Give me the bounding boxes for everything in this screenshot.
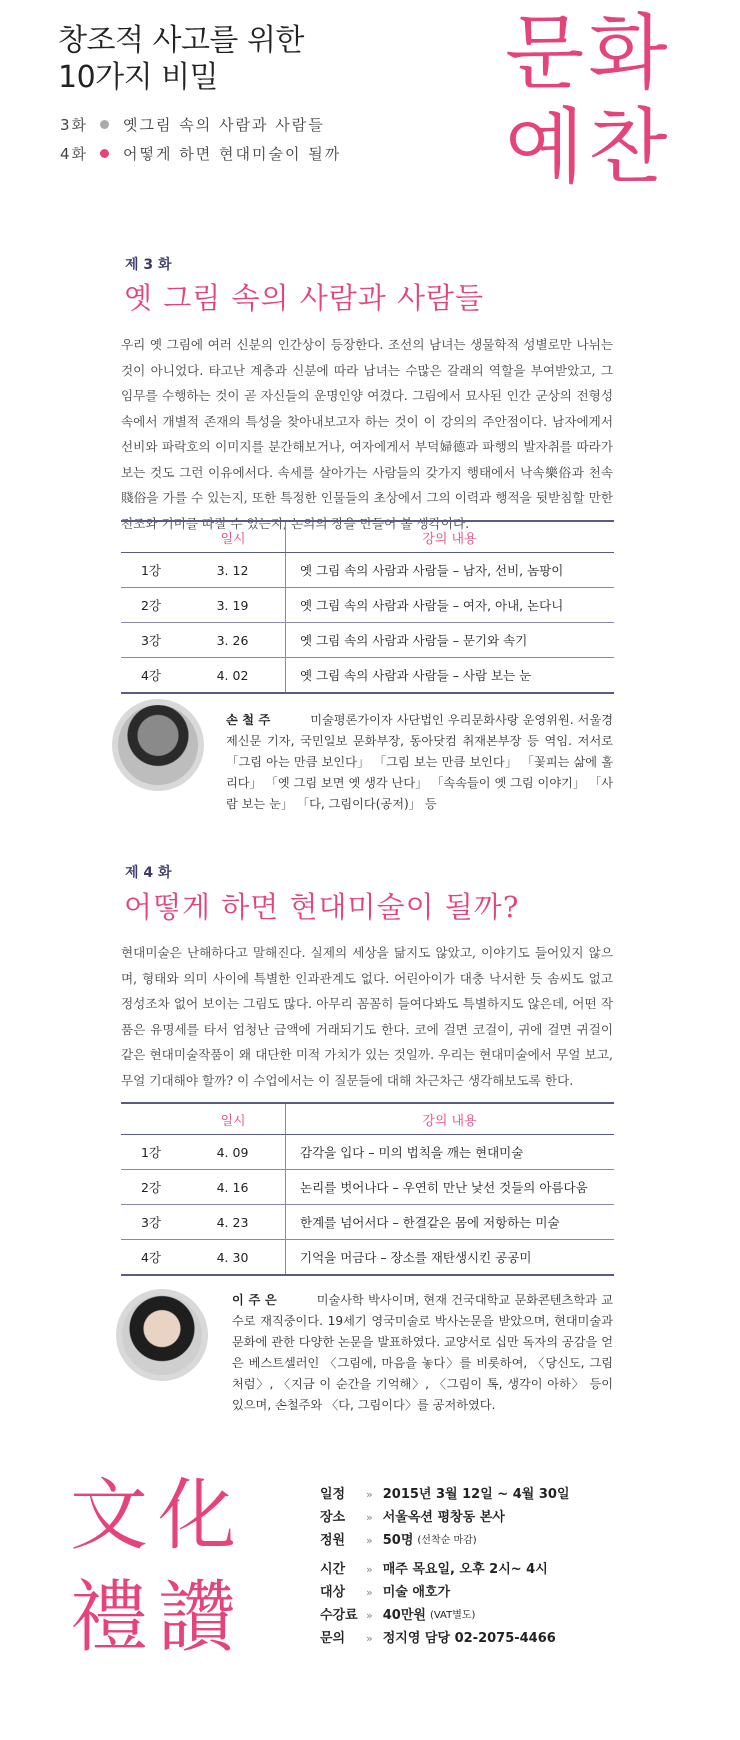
lecture-date: 3. 26 [181, 623, 286, 658]
section3-label: 제 3 화 [125, 257, 172, 273]
lecture-content: 옛 그림 속의 사람과 사람들 – 문기와 속기 [286, 623, 615, 658]
info-value: 50명 [382, 1533, 414, 1548]
info-separator: » [366, 1488, 373, 1501]
info-separator: » [366, 1511, 373, 1524]
table-row [121, 553, 614, 588]
section4-label: 제 4 화 [125, 865, 172, 881]
episode-3-row [60, 114, 325, 135]
section3-paragraph: 우리 옛 그림에 여러 신분의 인간상이 등장한다. 조선의 남녀는 생물학적 성별로만 나뉘는 것이 아니었다. 타고난 계층과 신분에 따라 남녀는 수많은 갈래의 역할을 부여받았고, 그 임무를 수행하는 것이 곧 자신들의 운명인양 여겼다. 그림에서 묘사된 인간 군상의 전형성 속에서 개별적 존재의 특성을 찾아내보고자 하는 것이 이 강의의 주안점이다. 남자에게서 선비와 파락호의 이미지를 분간해보거나, 여자에게서 부덕婦德과 파행의 발자취를 따라가 보는 것도 그런 이유에서다. 속세를 살아가는 사람들의 갖가지 행태에서 낙속樂俗과 천속賤俗을 가를 수 있는지, 또한 특정한 인물들의 초상에서 그의 이력과 행적을 뒷받침할 만한 전조와 기미를 따질 수 있는지, 논의의 장을 만들어 볼 생각이다. [121, 337, 613, 531]
lecturer-bio-text: 미술사학 박사이며, 현재 건국대학교 문화콘텐츠학과 교수로 재직중이다. 19세기 영국미술로 박사논문을 받았으며, 현대미술과 문화에 관한 다양한 논문을 발표하였다. 교양서로 십만 독자의 공감을 얻은 베스트셀러인 〈그림에, 마음을 놓다〉를 비롯하여, 〈당신도, 그림처럼〉, 〈지금 이 순간을 기억해〉, 〈그림이 톡, 생각이 아하〉 등이 있으며, 손철주와 〈다, 그림이다〉를 공저하였다. [232, 1293, 613, 1412]
info-value: 미술 애호가 [382, 1585, 451, 1600]
info-row-time [320, 1558, 570, 1581]
lecture-date: 3. 19 [181, 588, 286, 623]
episode-3-title: 옛그림 속의 사람과 사람들 [123, 116, 325, 134]
info-row-fee [320, 1604, 570, 1627]
lecture-content: 옛 그림 속의 사람과 사람들 – 여자, 아내, 논다니 [286, 588, 615, 623]
table-row [121, 1135, 614, 1170]
info-key: 수강료 [320, 1608, 358, 1623]
lecturer-name: 손 철 주 [226, 713, 271, 727]
lecture-no: 4강 [121, 1240, 181, 1276]
lecture-content: 옛 그림 속의 사람과 사람들 – 남자, 선비, 놈팡이 [286, 553, 615, 588]
lecturer-bio-text: 미술평론가이자 사단법인 우리문화사랑 운영위원. 서울경제신문 기자, 국민일보 문화부장, 동아닷컴 취재본부장 등 역임. 저서로 「그림 아는 만큼 보인다」 「그림 보는 만큼 보인다」 「꽃피는 삶에 홀리다」 「옛 그림 보면 옛 생각 난다」 「속속들이 옛 그림 이야기」 「사람 보는 눈」 「다, 그림이다(공저)」 등 [226, 713, 613, 811]
info-row-target [320, 1581, 570, 1604]
info-row-contact [320, 1627, 570, 1650]
header-title [58, 22, 304, 96]
lecturer-name: 이 주 은 [232, 1293, 277, 1307]
lecture-content: 기억을 머금다 – 장소를 재탄생시킨 공공미 [286, 1240, 615, 1276]
info-value: 서울옥션 평창동 본사 [382, 1510, 505, 1525]
table-row [121, 1205, 614, 1240]
info-separator: » [366, 1632, 373, 1645]
section4-schedule-table [121, 1102, 614, 1276]
lecture-date: 3. 12 [181, 553, 286, 588]
info-value: 매주 목요일, 오후 2시~ 4시 [382, 1562, 548, 1577]
info-key: 정원 [320, 1533, 346, 1548]
lecture-no: 3강 [121, 1205, 181, 1240]
table-row [121, 1240, 614, 1276]
han-title-line2: 禮讚 [70, 1573, 247, 1663]
header-cell-date: 일시 [181, 521, 286, 553]
table-header-row [121, 1103, 614, 1135]
info-row-schedule [320, 1483, 570, 1506]
section4-paragraph: 현대미술은 난해하다고 말해진다. 실제의 세상을 닮지도 않았고, 이야기도 들어있지 않으며, 형태와 의미 사이에 특별한 인과관계도 없다. 어린아이가 대충 낙서한 듯 솜씨도 없고 정성조차 없어 보이는 그림도 많다. 아무리 꼼꼼히 들여다봐도 특별하지도 않은데, 어떤 작품은 유명세를 타서 엄청난 금액에 거래되기도 한다. 코에 걸면 코걸이, 귀에 걸면 귀걸이 같은 현대미술작품이 왜 대단한 미적 가치가 있는 것일까. 우리는 현대미술에서 무얼 보고, 무얼 기대해야 할까? 이 수업에서는 이 질문들에 대해 차근차근 생각해보도록 한다. [121, 945, 613, 1088]
lecture-date: 4. 09 [181, 1135, 286, 1170]
header-cell-no [121, 1103, 181, 1135]
info-key: 시간 [320, 1562, 346, 1577]
table-row [121, 658, 614, 694]
info-key: 문의 [320, 1631, 346, 1646]
header-title-line2: 10가지 비밀 [58, 60, 219, 95]
info-value: 2015년 3월 12일 ~ 4월 30일 [382, 1487, 570, 1502]
info-note: (VAT별도) [429, 1610, 476, 1621]
episode-3-number: 3화 [60, 116, 89, 134]
big-title-line1: 문화 [505, 6, 672, 101]
info-note: (선착순 마감) [417, 1535, 477, 1546]
info-separator: » [366, 1609, 373, 1622]
lecture-content: 한계를 넘어서다 – 한결같은 몸에 저항하는 미술 [286, 1205, 615, 1240]
info-key: 일정 [320, 1487, 346, 1502]
section3-schedule-table [121, 520, 614, 694]
lecture-date: 4. 30 [181, 1240, 286, 1276]
info-separator: » [366, 1534, 373, 1547]
info-key: 장소 [320, 1510, 346, 1525]
lecture-content: 옛 그림 속의 사람과 사람들 – 사람 보는 눈 [286, 658, 615, 694]
lecture-date: 4. 16 [181, 1170, 286, 1205]
course-info [320, 1483, 570, 1650]
big-title-line2: 예찬 [505, 100, 672, 195]
lecturer-photo-lee [116, 1289, 208, 1381]
episode-4-number: 4화 [60, 145, 89, 163]
section4-title: 어떻게 하면 현대미술이 될까? [124, 890, 520, 924]
info-row-place [320, 1506, 570, 1529]
lecture-no: 4강 [121, 658, 181, 694]
episode-4-row [60, 143, 341, 164]
lecture-no: 1강 [121, 1135, 181, 1170]
header-cell-content: 강의 내용 [286, 1103, 615, 1135]
header-cell-content: 강의 내용 [286, 521, 615, 553]
lecture-no: 1강 [121, 553, 181, 588]
header-title-line1: 창조적 사고를 위한 [58, 23, 304, 58]
header-cell-no [121, 521, 181, 553]
lecture-content: 논리를 벗어나다 – 우연히 만난 낯선 것들의 아름다움 [286, 1170, 615, 1205]
table-row [121, 588, 614, 623]
info-value: 40만원 [382, 1608, 426, 1623]
info-separator: » [366, 1563, 373, 1576]
episode-3-dot [100, 120, 109, 129]
lecture-no: 2강 [121, 1170, 181, 1205]
lecture-date: 4. 23 [181, 1205, 286, 1240]
lecturer-photo-son [112, 699, 204, 791]
section3-title: 옛 그림 속의 사람과 사람들 [124, 281, 485, 315]
lecture-date: 4. 02 [181, 658, 286, 694]
lecturer-bio-son [226, 710, 613, 815]
episode-4-dot [100, 149, 109, 158]
header-cell-date: 일시 [181, 1103, 286, 1135]
table-header-row [121, 521, 614, 553]
info-value: 정지영 담당 02-2075-4466 [382, 1631, 556, 1646]
lecture-content: 감각을 입다 – 미의 법칙을 깨는 현대미술 [286, 1135, 615, 1170]
episode-4-title: 어떻게 하면 현대미술이 될까 [123, 145, 342, 163]
info-row-capacity [320, 1529, 570, 1552]
table-row [121, 623, 614, 658]
info-key: 대상 [320, 1585, 346, 1600]
lecture-no: 3강 [121, 623, 181, 658]
han-title-line1: 文化 [70, 1471, 247, 1561]
lecture-no: 2강 [121, 588, 181, 623]
table-row [121, 1170, 614, 1205]
lecturer-bio-lee [232, 1290, 613, 1416]
info-separator: » [366, 1586, 373, 1599]
